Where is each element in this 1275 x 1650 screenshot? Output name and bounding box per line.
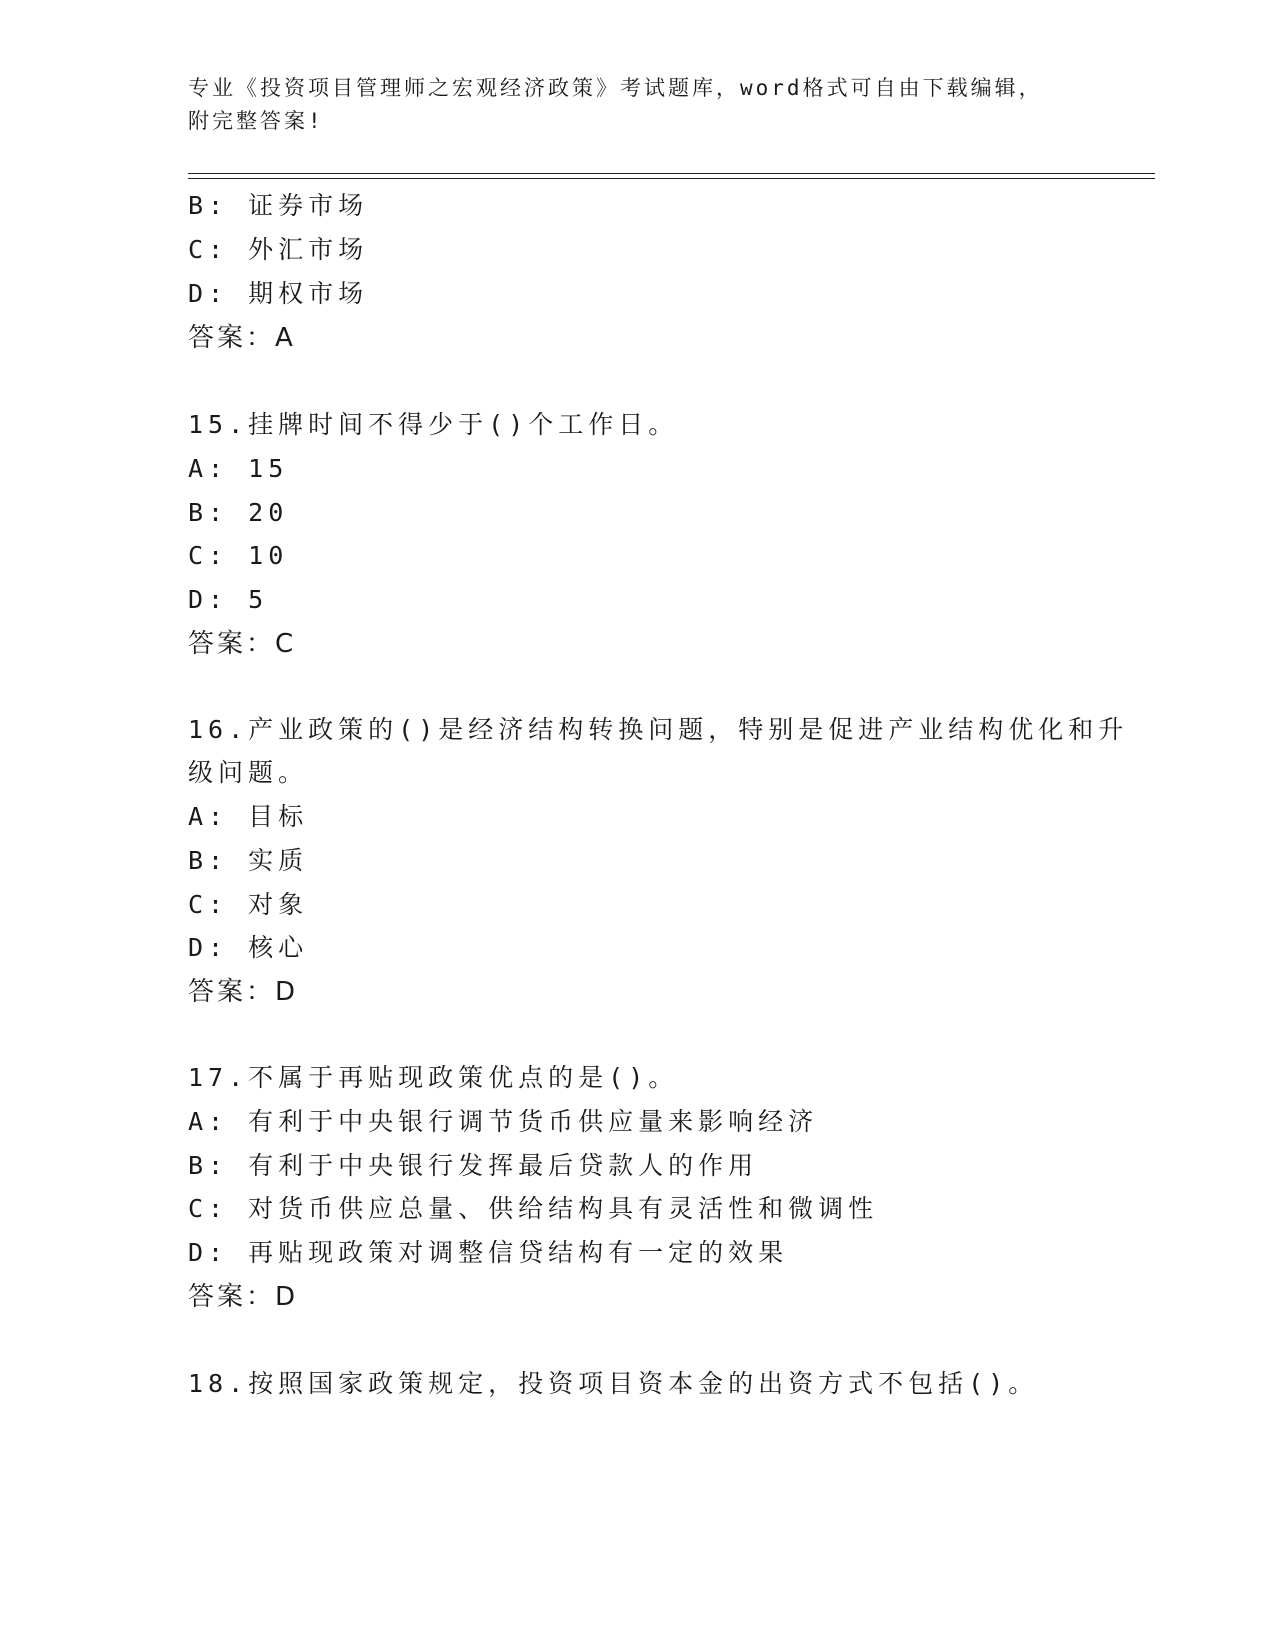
- q17-option-d: D: 再贴现政策对调整信贷结构有一定的效果: [188, 1238, 789, 1267]
- q14-option-c: C: 外汇市场: [188, 235, 369, 264]
- q14-option-b: B: 证券市场: [188, 191, 369, 220]
- q16-answer: 答案：D: [188, 977, 299, 1007]
- q17-question: 17.不属于再贴现政策优点的是()。: [188, 1063, 679, 1092]
- q15-option-c: C: 10: [188, 541, 289, 570]
- q16-option-d: D: 核心: [188, 933, 309, 962]
- q17-option-a: A: 有利于中央银行调节货币供应量来影响经济: [188, 1107, 819, 1136]
- q16-question-line-2: 级问题。: [188, 758, 309, 787]
- q16-option-c: C: 对象: [188, 890, 309, 919]
- header-rule-bottom: [188, 178, 1155, 179]
- q14-answer: 答案：A: [188, 323, 296, 353]
- q15-option-b: B: 20: [188, 498, 289, 527]
- q16-option-a: A: 目标: [188, 802, 309, 831]
- q17-option-c: C: 对货币供应总量、供给结构具有灵活性和微调性: [188, 1194, 879, 1223]
- header-line-2: 附完整答案!: [188, 109, 324, 133]
- header-rule-top: [188, 173, 1155, 174]
- q16-question-line-1: 16.产业政策的()是经济结构转换问题，特别是促进产业结构优化和升: [188, 715, 1129, 744]
- q14-option-d: D: 期权市场: [188, 279, 369, 308]
- document-header: [188, 72, 1088, 138]
- q18-question: 18.按照国家政策规定，投资项目资本金的出资方式不包括()。: [188, 1369, 1039, 1398]
- q15-question: 15.挂牌时间不得少于()个工作日。: [188, 410, 679, 439]
- q17-option-b: B: 有利于中央银行发挥最后贷款人的作用: [188, 1151, 759, 1180]
- q16-option-b: B: 实质: [188, 846, 309, 875]
- q15-option-a: A: 15: [188, 454, 289, 483]
- q15-option-d: D: 5: [188, 585, 269, 614]
- q17-answer: 答案：D: [188, 1282, 299, 1312]
- q15-answer: 答案：C: [188, 629, 297, 659]
- header-line-1: 专业《投资项目管理师之宏观经济政策》考试题库，word格式可自由下载编辑，: [188, 76, 1043, 100]
